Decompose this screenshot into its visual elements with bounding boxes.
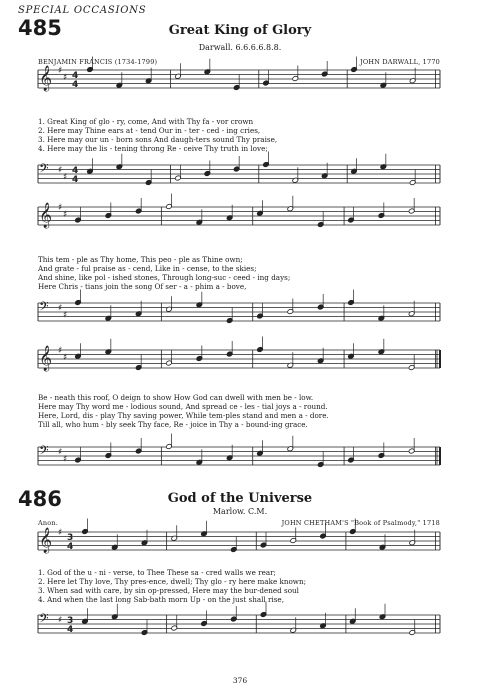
time-signature-numerator: 4 xyxy=(72,166,79,176)
lyric-line: 4. And when the last long Sab-bath morn Up - on the just shall rise, xyxy=(38,595,284,604)
sharp-icon: ♯ xyxy=(63,454,68,465)
lyric-line: 4. Here may the lis - tening throng Re - ceive Thy truth in love; xyxy=(38,144,268,153)
lyric-line: And grate - ful praise as - cend, Like in - cense, to the skies; xyxy=(38,264,257,273)
bass-clef-icon: 𝄢 xyxy=(39,299,49,317)
sharp-icon: ♯ xyxy=(58,346,63,356)
sharp-icon: ♯ xyxy=(58,203,63,213)
time-signature-denominator: 4 xyxy=(72,80,79,90)
sharp-icon: ♯ xyxy=(58,447,63,458)
lyric-line: Till all, who hum - bly seek Thy face, Re - joice in Thy a - bound-ing grace. xyxy=(38,420,308,429)
hymn-485-music-credit: JOHN DARWALL, 1770 xyxy=(360,58,440,66)
lyric-line: And shine, like pol - ished stones, Through long-suc - ceed - ing days; xyxy=(38,273,291,282)
bass-clef-icon: 𝄢 xyxy=(39,443,49,461)
lyric-line: 2. Here let Thy love, Thy pres-ence, dwell; Thy glo - ry here make known; xyxy=(38,577,306,586)
bass-clef-icon: 𝄢 xyxy=(39,611,49,629)
sharp-icon: ♯ xyxy=(63,310,68,321)
time-signature-denominator: 4 xyxy=(72,175,79,185)
treble-clef-icon: 𝄞 xyxy=(39,528,53,553)
lyric-line: Here Chris - tians join the song Of ser - a - phim a - bove, xyxy=(38,282,247,291)
hymn-486-tune: Marlow. C.M. xyxy=(212,507,268,516)
section-heading: SPECIAL OCCASIONS xyxy=(18,5,147,16)
treble-clef-icon: 𝄞 xyxy=(39,203,53,228)
hymn-486-title: God of the Universe xyxy=(167,491,313,506)
time-signature-denominator: 4 xyxy=(67,625,74,635)
sharp-icon: ♯ xyxy=(58,165,63,176)
sharp-icon: ♯ xyxy=(63,72,68,83)
hymn-486-music-credit: JOHN CHETHAM'S "Book of Psalmody," 1718 xyxy=(281,519,440,527)
lyric-line: 3. When sad with care, by sin op-pressed, Here may the bur-dened soul xyxy=(38,586,299,595)
sharp-icon: ♯ xyxy=(58,66,63,76)
hymn-485-text-credit: BENJAMIN FRANCIS (1734-1799) xyxy=(38,58,158,66)
lyric-line: Be - neath this roof, O deign to show How God can dwell with men be - low. xyxy=(38,393,314,402)
hymn-485-number: 485 xyxy=(18,16,62,40)
hymn-485-title: Great King of Glory xyxy=(168,23,312,38)
lyric-line: This tem - ple as Thy home, This peo - ple as Thine own; xyxy=(38,255,243,264)
sharp-icon: ♯ xyxy=(58,528,63,538)
hymn-485-tune: Darwall. 6.6.6.6.8.8. xyxy=(198,43,282,52)
treble-clef-icon: 𝄞 xyxy=(39,66,53,91)
sharp-icon: ♯ xyxy=(58,303,63,314)
time-signature-denominator: 4 xyxy=(67,542,74,552)
bass-clef-icon: 𝄢 xyxy=(39,161,49,179)
treble-clef-icon: 𝄞 xyxy=(39,346,53,371)
lyric-line: Here may Thy word me - lodious sound, And spread ce - les - tial joys a - round. xyxy=(38,402,328,411)
time-signature-numerator: 3 xyxy=(67,533,74,543)
sharp-icon: ♯ xyxy=(58,615,63,626)
hymn-486-number: 486 xyxy=(18,487,62,511)
time-signature-numerator: 3 xyxy=(67,616,74,626)
lyric-line: Here, Lord, dis - play Thy saving power, While tem-ples stand and men a - dore. xyxy=(38,411,329,420)
lyric-line: 1. God of the u - ni - verse, to Thee These sa - cred walls we rear; xyxy=(38,568,276,577)
lyric-line: 1. Great King of glo - ry, come, And with Thy fa - vor crown xyxy=(38,117,254,126)
hymn-486-text-credit: Anon. xyxy=(38,519,59,527)
time-signature-numerator: 4 xyxy=(72,71,79,81)
page-number: 376 xyxy=(232,676,248,685)
sharp-icon: ♯ xyxy=(63,209,68,220)
sharp-icon: ♯ xyxy=(63,352,68,363)
lyric-line: 3. Here may our un - born sons And daugh-ters sound Thy praise, xyxy=(38,135,278,144)
lyric-line: 2. Here may Thine ears at - tend Our in - ter - ced - ing cries, xyxy=(38,126,261,135)
sharp-icon: ♯ xyxy=(63,172,68,183)
